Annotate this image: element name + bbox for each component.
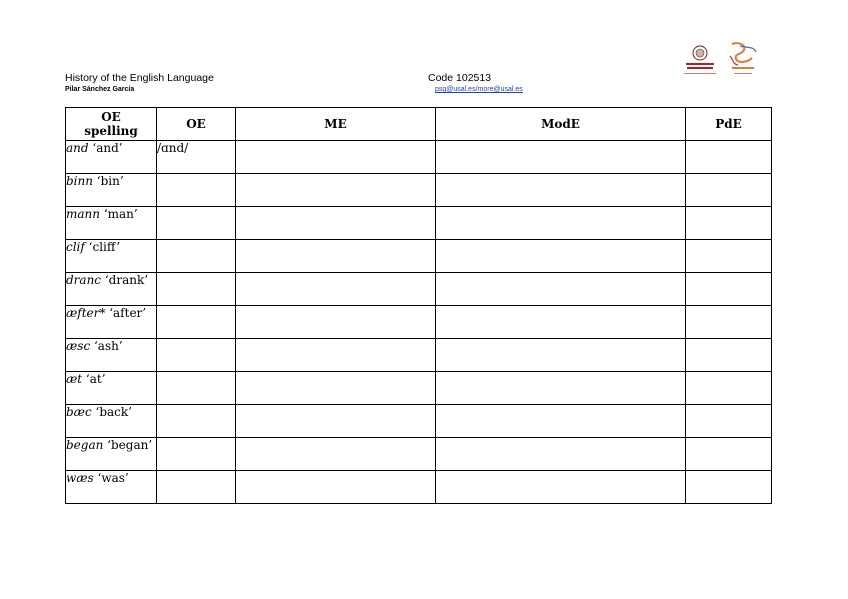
col-header-mode: ModE <box>436 108 686 141</box>
col-header-me: ME <box>236 108 436 141</box>
mode-cell[interactable] <box>436 240 686 273</box>
me-cell[interactable] <box>236 273 436 306</box>
mode-cell[interactable] <box>436 405 686 438</box>
oe-pronunciation-cell[interactable] <box>157 240 236 273</box>
course-code: Code 102513 <box>428 72 492 84</box>
pde-cell[interactable] <box>686 141 772 174</box>
oe-pronunciation-cell[interactable] <box>157 372 236 405</box>
col-header-oe-spelling: OE spelling <box>66 108 157 141</box>
mode-cell[interactable] <box>436 273 686 306</box>
oe-pronunciation-cell[interactable]: /ɑnd/ <box>157 141 236 174</box>
me-cell[interactable] <box>236 174 436 207</box>
oe-word: dranc <box>66 273 102 287</box>
email-links[interactable]: psg@usal.es/more@usal.es <box>435 86 523 93</box>
oe-spelling-cell <box>66 438 157 471</box>
oe-spelling-cell <box>66 339 157 372</box>
oe-spelling-cell <box>66 240 157 273</box>
word-gloss: ‘began’ <box>103 438 153 452</box>
pde-cell[interactable] <box>686 174 772 207</box>
me-cell[interactable] <box>236 207 436 240</box>
logos <box>680 40 762 80</box>
author-name: Pilar Sánchez García <box>65 86 135 93</box>
mode-cell[interactable] <box>436 471 686 504</box>
mode-cell[interactable] <box>436 438 686 471</box>
oe-pronunciation-cell[interactable] <box>157 174 236 207</box>
pde-cell[interactable] <box>686 240 772 273</box>
word-gloss: ‘at’ <box>82 372 106 386</box>
word-table <box>65 107 772 504</box>
oe-pronunciation-cell[interactable] <box>157 438 236 471</box>
oe-word: mann <box>66 207 100 221</box>
me-cell[interactable] <box>236 306 436 339</box>
table-row <box>66 141 772 174</box>
table-header-row <box>66 108 772 141</box>
pde-cell[interactable] <box>686 438 772 471</box>
table-row <box>66 273 772 306</box>
me-cell[interactable] <box>236 471 436 504</box>
pde-cell[interactable] <box>686 405 772 438</box>
table-row <box>66 306 772 339</box>
me-cell[interactable] <box>236 405 436 438</box>
table-row <box>66 339 772 372</box>
oe-spelling-cell <box>66 405 157 438</box>
table-row <box>66 207 772 240</box>
anniversary-emblem-icon <box>730 43 756 74</box>
oe-spelling-cell <box>66 174 157 207</box>
oe-spelling-cell <box>66 141 157 174</box>
pde-cell[interactable] <box>686 273 772 306</box>
header-middle <box>428 72 523 95</box>
mode-cell[interactable] <box>436 174 686 207</box>
table-row <box>66 174 772 207</box>
oe-pronunciation-cell[interactable] <box>157 471 236 504</box>
word-gloss: ‘was’ <box>93 471 129 485</box>
oe-word: æsc <box>66 339 91 353</box>
oe-word: clif <box>66 240 85 254</box>
pde-cell[interactable] <box>686 306 772 339</box>
mode-cell[interactable] <box>436 207 686 240</box>
col-header-oe: OE <box>157 108 236 141</box>
col-header-pde: PdE <box>686 108 772 141</box>
oe-word: wæs <box>66 471 94 485</box>
table-row <box>66 438 772 471</box>
oe-word: began <box>66 438 104 452</box>
word-gloss: ‘cliff’ <box>84 240 121 254</box>
word-gloss: ‘drank’ <box>101 273 149 287</box>
me-cell[interactable] <box>236 339 436 372</box>
oe-word: and <box>66 141 89 155</box>
oe-spelling-cell <box>66 471 157 504</box>
oe-word: binn <box>66 174 93 188</box>
oe-spelling-cell <box>66 372 157 405</box>
pde-cell[interactable] <box>686 207 772 240</box>
pde-cell[interactable] <box>686 339 772 372</box>
word-gloss: ‘man’ <box>100 207 138 221</box>
mode-cell[interactable] <box>436 372 686 405</box>
word-gloss: ‘bin’ <box>92 174 124 188</box>
oe-pronunciation-cell[interactable] <box>157 405 236 438</box>
oe-word: æt <box>66 372 83 386</box>
course-title: History of the English Language <box>65 72 214 84</box>
table-row <box>66 240 772 273</box>
pde-cell[interactable] <box>686 372 772 405</box>
oe-word: æfter* <box>66 306 106 320</box>
word-gloss: ‘after’ <box>105 306 147 320</box>
oe-pronunciation-cell[interactable] <box>157 207 236 240</box>
oe-word: bæc <box>66 405 92 419</box>
word-gloss: ‘back’ <box>91 405 132 419</box>
oe-spelling-cell <box>66 306 157 339</box>
me-cell[interactable] <box>236 240 436 273</box>
oe-pronunciation-cell[interactable] <box>157 339 236 372</box>
header-left <box>65 72 214 95</box>
table-row <box>66 471 772 504</box>
table-row <box>66 405 772 438</box>
oe-pronunciation-cell[interactable] <box>157 273 236 306</box>
me-cell[interactable] <box>236 438 436 471</box>
oe-pronunciation-cell[interactable] <box>157 306 236 339</box>
oe-spelling-cell <box>66 273 157 306</box>
table-row <box>66 372 772 405</box>
mode-cell[interactable] <box>436 306 686 339</box>
me-cell[interactable] <box>236 141 436 174</box>
word-gloss: ‘ash’ <box>90 339 123 353</box>
mode-cell[interactable] <box>436 141 686 174</box>
oe-spelling-cell <box>66 207 157 240</box>
word-gloss: ‘and’ <box>88 141 123 155</box>
me-cell[interactable] <box>236 372 436 405</box>
mode-cell[interactable] <box>436 339 686 372</box>
university-seal-icon <box>684 46 716 74</box>
pde-cell[interactable] <box>686 471 772 504</box>
